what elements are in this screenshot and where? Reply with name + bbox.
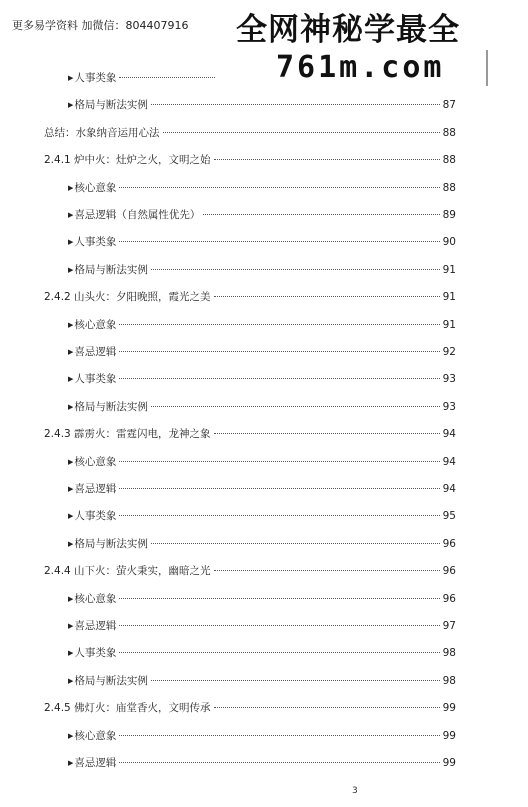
toc-entry-title: 人事类象 bbox=[74, 236, 117, 249]
toc-entry-title: 核心意象 bbox=[74, 181, 117, 194]
toc-entry-title: 格局与断法实例 bbox=[74, 99, 148, 112]
toc-section-entry[interactable] bbox=[44, 563, 456, 578]
toc-entry-title: 格局与断法实例 bbox=[74, 263, 148, 276]
toc-entry-page: 88 bbox=[442, 181, 456, 194]
bullet-triangle-icon: ▶ bbox=[68, 594, 74, 603]
toc-leader-dots bbox=[214, 707, 440, 708]
toc-leader-dots bbox=[119, 187, 439, 188]
toc-leader-dots bbox=[214, 433, 440, 434]
bullet-triangle-icon: ▶ bbox=[68, 539, 74, 548]
page-number: 3 bbox=[352, 786, 358, 796]
toc-section-entry[interactable] bbox=[44, 700, 456, 715]
toc-entry-title: 喜忌逻辑 bbox=[74, 346, 117, 358]
toc-entry-page: 94 bbox=[442, 428, 456, 441]
toc-subsection-entry[interactable] bbox=[68, 207, 456, 222]
toc-leader-dots bbox=[119, 625, 439, 626]
toc-entry-page: 97 bbox=[442, 620, 456, 632]
toc-leader-dots bbox=[151, 269, 440, 270]
toc-entry-title: 格局与断法实例 bbox=[74, 400, 148, 413]
watermark-divider bbox=[486, 50, 488, 86]
bullet-triangle-icon: ▶ bbox=[68, 101, 74, 110]
toc-entry-title: 喜忌逻辑（自然属性优先） bbox=[74, 209, 201, 221]
toc-leader-dots bbox=[119, 241, 439, 242]
toc-entry-page: 88 bbox=[442, 154, 456, 167]
toc-leader-dots bbox=[214, 570, 440, 571]
toc-entry-page: 96 bbox=[442, 537, 456, 550]
toc-subsection-entry[interactable] bbox=[68, 728, 456, 743]
toc-entry-page: 92 bbox=[442, 346, 456, 358]
toc-entry-page: 95 bbox=[442, 510, 456, 523]
toc-leader-dots bbox=[119, 324, 439, 325]
toc-entry-page: 94 bbox=[442, 455, 456, 468]
toc-entry-title: 格局与断法实例 bbox=[74, 674, 148, 687]
toc-section-entry[interactable] bbox=[44, 152, 456, 167]
bullet-triangle-icon: ▶ bbox=[68, 320, 74, 329]
toc-entry-title: 2.4.2 山头火：夕阳晚照，霞光之美 bbox=[44, 291, 211, 304]
toc-entry-page: 93 bbox=[442, 373, 456, 386]
bullet-triangle-icon: ▶ bbox=[68, 622, 74, 630]
bullet-triangle-icon: ▶ bbox=[68, 676, 74, 685]
toc-leader-dots bbox=[119, 488, 439, 489]
toc-section-entry[interactable] bbox=[44, 426, 456, 441]
toc-subsection-entry[interactable] bbox=[68, 262, 456, 277]
toc-leader-dots bbox=[214, 159, 440, 160]
bullet-triangle-icon: ▶ bbox=[68, 731, 74, 740]
bullet-triangle-icon: ▶ bbox=[68, 759, 74, 767]
toc-entry-page: 98 bbox=[442, 647, 456, 660]
toc-entry-page: 91 bbox=[442, 318, 456, 331]
bullet-triangle-icon: ▶ bbox=[68, 238, 74, 247]
toc-leader-dots bbox=[163, 132, 440, 133]
toc-leader-dots bbox=[119, 515, 439, 516]
toc-entry-title: 人事类象 bbox=[74, 373, 117, 386]
toc-entry-page: 99 bbox=[442, 729, 456, 742]
toc-entry-title: 核心意象 bbox=[74, 455, 117, 468]
bullet-triangle-icon: ▶ bbox=[68, 265, 74, 274]
toc-subsection-entry[interactable] bbox=[68, 234, 456, 249]
toc-entry-title: 总结：水象纳音运用心法 bbox=[44, 126, 160, 139]
toc-subsection-entry[interactable] bbox=[68, 536, 456, 551]
toc-entry-page: 99 bbox=[442, 757, 456, 769]
watermark-title: 全网神秘学最全 bbox=[236, 12, 460, 48]
toc-subsection-entry[interactable] bbox=[68, 344, 456, 359]
toc-entry-title: 人事类象 bbox=[74, 72, 117, 84]
toc-subsection-entry[interactable] bbox=[68, 180, 456, 195]
toc-subsection-entry[interactable] bbox=[68, 618, 456, 633]
watermark-url: 761m.com bbox=[276, 50, 445, 85]
toc-subsection-entry[interactable] bbox=[68, 371, 456, 386]
toc-entry-page: 93 bbox=[442, 400, 456, 413]
toc-leader-dots bbox=[119, 598, 439, 599]
toc-entry-title: 2.4.5 佛灯火：庙堂香火，文明传承 bbox=[44, 702, 211, 715]
toc-leader-dots bbox=[119, 735, 439, 736]
toc-entry-title: 核心意象 bbox=[74, 318, 117, 331]
toc-subsection-entry[interactable] bbox=[68, 317, 456, 332]
toc-leader-dots bbox=[151, 406, 440, 407]
toc-leader-dots bbox=[119, 461, 439, 462]
toc-subsection-entry[interactable] bbox=[68, 481, 456, 496]
toc-leader-dots bbox=[119, 652, 439, 653]
toc-entry-page: 99 bbox=[442, 702, 456, 715]
toc-entry-title: 人事类象 bbox=[74, 647, 117, 660]
toc-entry-title: 2.4.1 炉中火：灶炉之火，文明之始 bbox=[44, 154, 211, 167]
toc-entry-title: 人事类象 bbox=[74, 510, 117, 523]
bullet-triangle-icon: ▶ bbox=[68, 183, 74, 192]
toc-leader-dots bbox=[151, 543, 440, 544]
toc-entry-page: 89 bbox=[442, 209, 456, 221]
toc-section-entry[interactable] bbox=[44, 289, 456, 304]
bullet-triangle-icon: ▶ bbox=[68, 375, 74, 384]
toc-leader-dots bbox=[119, 351, 439, 352]
toc-subsection-entry[interactable] bbox=[68, 454, 456, 469]
toc-leader-dots bbox=[151, 680, 440, 681]
toc-entry-title: 2.4.3 霹雳火：雷霆闪电，龙神之象 bbox=[44, 428, 211, 441]
toc-leader-dots bbox=[119, 378, 439, 379]
toc-entry-page: 98 bbox=[442, 674, 456, 687]
toc-entry-title: 喜忌逻辑 bbox=[74, 757, 117, 769]
toc-subsection-entry[interactable] bbox=[68, 591, 456, 606]
toc-entry-page: 96 bbox=[442, 565, 456, 578]
toc-leader-dots bbox=[119, 77, 215, 78]
toc-entry-page: 90 bbox=[442, 236, 456, 249]
toc-entry-page: 94 bbox=[442, 483, 456, 495]
bullet-triangle-icon: ▶ bbox=[68, 457, 74, 466]
toc-subsection-entry[interactable] bbox=[68, 645, 456, 660]
toc-entry-title: 核心意象 bbox=[74, 729, 117, 742]
toc-leader-dots bbox=[203, 214, 439, 215]
toc-entry-title: 喜忌逻辑 bbox=[74, 620, 117, 632]
toc-entry-title: 核心意象 bbox=[74, 592, 117, 605]
toc-entry-page: 91 bbox=[442, 263, 456, 276]
toc-entry-page: 91 bbox=[442, 291, 456, 304]
toc-leader-dots bbox=[119, 762, 439, 763]
toc-subsection-entry[interactable] bbox=[68, 97, 456, 112]
bullet-triangle-icon: ▶ bbox=[68, 649, 74, 658]
toc-entry-page: 96 bbox=[442, 592, 456, 605]
toc-subsection-entry[interactable] bbox=[68, 673, 456, 688]
toc-subsection-entry[interactable] bbox=[68, 508, 456, 523]
toc-section-entry[interactable] bbox=[44, 125, 456, 140]
bullet-triangle-icon: ▶ bbox=[68, 485, 74, 493]
toc-subsection-entry[interactable] bbox=[68, 70, 230, 85]
toc-leader-dots bbox=[214, 296, 440, 297]
bullet-triangle-icon: ▶ bbox=[68, 348, 74, 356]
bullet-triangle-icon: ▶ bbox=[68, 211, 74, 219]
toc-entry-title: 喜忌逻辑 bbox=[74, 483, 117, 495]
bullet-triangle-icon: ▶ bbox=[68, 74, 74, 82]
toc-entry-title: 格局与断法实例 bbox=[74, 537, 148, 550]
header-contact-note: 更多易学资料 加微信：804407916 bbox=[12, 19, 189, 32]
toc-subsection-entry[interactable] bbox=[68, 399, 456, 414]
toc-leader-dots bbox=[151, 104, 440, 105]
bullet-triangle-icon: ▶ bbox=[68, 402, 74, 411]
toc-entry-page: 88 bbox=[442, 126, 456, 139]
toc-subsection-entry[interactable] bbox=[68, 755, 456, 770]
bullet-triangle-icon: ▶ bbox=[68, 512, 74, 521]
toc-entry-title: 2.4.4 山下火：萤火秉实，幽暗之光 bbox=[44, 565, 211, 578]
toc-entry-page: 87 bbox=[442, 99, 456, 112]
